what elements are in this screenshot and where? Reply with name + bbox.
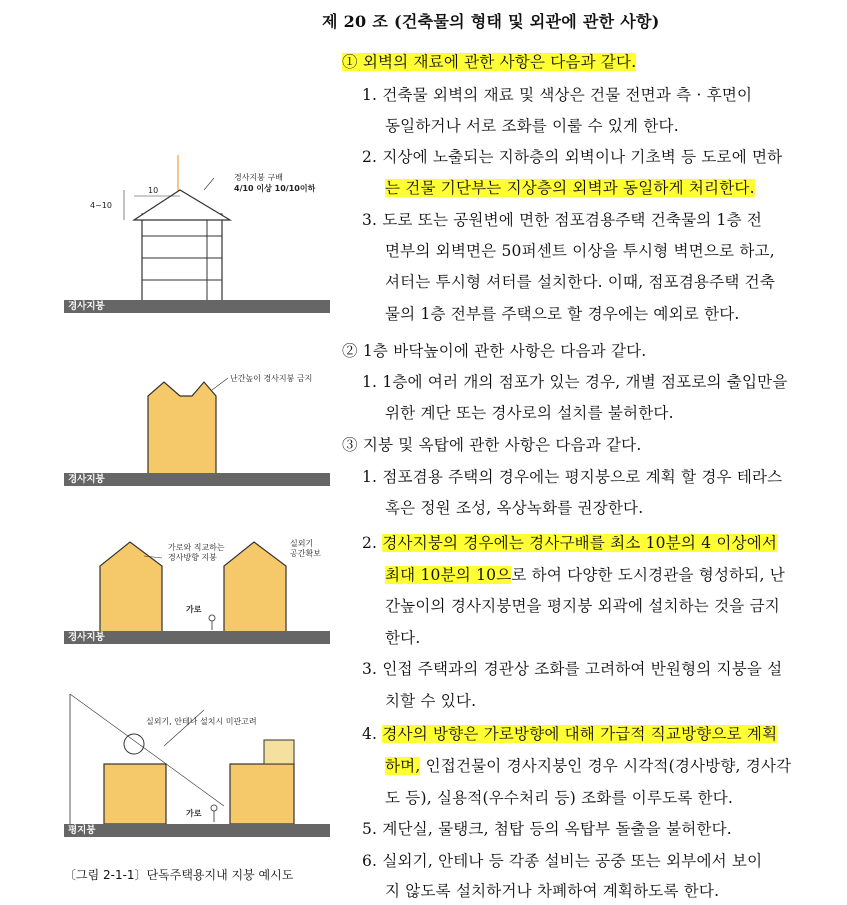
list-item: 셔터는 투시형 셔터를 설치한다. 이때, 점포겸용주택 건축 bbox=[385, 273, 775, 291]
list-item: 5. 계단실, 물탱크, 첨탑 등의 옥탑부 돌출을 불허한다. bbox=[362, 820, 732, 838]
figure-band-label: 평지붕 bbox=[64, 824, 330, 837]
text: 인접건물이 경사지붕인 경우 시각적(경사방향, 경사각 bbox=[420, 757, 792, 775]
street-note-line2: 경사방향 지붕 bbox=[168, 553, 217, 562]
highlight: 경사의 방향은 가로방향에 대해 가급적 직교방향으로 계획 bbox=[382, 725, 778, 743]
list-item: 치할 수 있다. bbox=[385, 692, 477, 710]
list-item bbox=[362, 722, 777, 746]
list-item: 지 않도록 설치하거나 차폐하여 계획하도록 한다. bbox=[385, 882, 720, 900]
list-item: 물의 1층 전부를 주택으로 할 경우에는 예외로 한다. bbox=[385, 305, 740, 323]
figure-band-label: 경사지붕 bbox=[64, 300, 330, 313]
list-item bbox=[385, 754, 791, 778]
figure-caption: 〔그림 2-1-1〕단독주택용지내 지붕 예시도 bbox=[64, 868, 294, 882]
list-item bbox=[385, 176, 755, 200]
street-roofs-drawing bbox=[64, 528, 330, 632]
list-item: 혹은 정원 조성, 옥상녹화를 권장한다. bbox=[385, 499, 644, 517]
street-note-line1: 가로와 직교하는 bbox=[168, 543, 225, 552]
article-title: 제 20 조 (건축물의 형태 및 외관에 관한 사항) bbox=[322, 12, 660, 31]
section-2-heading: ② 1층 바닥높이에 관한 사항은 다음과 같다. bbox=[342, 342, 647, 360]
slope-note-line1: 경사지붕 구배 bbox=[234, 173, 283, 182]
highlight: 최대 10분의 10으 bbox=[385, 566, 512, 584]
street-label: 가로 bbox=[186, 809, 202, 818]
list-item: 한다. bbox=[385, 629, 421, 647]
figure-sloped-roof-slope bbox=[64, 150, 330, 315]
list-item bbox=[362, 531, 777, 555]
figure-flat-roof bbox=[64, 686, 330, 836]
section-1-heading bbox=[342, 50, 636, 74]
list-item bbox=[385, 563, 785, 587]
list-item: 간높이의 경사지붕면을 평지붕 외곽에 설치하는 것을 금지 bbox=[385, 597, 780, 615]
slope-note-line2: 4/10 이상 10/10이하 bbox=[234, 184, 316, 193]
item-number: 2. bbox=[362, 534, 378, 552]
figure-band-label: 경사지붕 bbox=[64, 631, 330, 644]
equipment-note: 실외기, 안테나 설치시 미관고려 bbox=[146, 717, 257, 726]
flat-roof-drawing bbox=[64, 686, 330, 824]
highlight: ① 외벽의 재료에 관한 사항은 다음과 같다. bbox=[342, 53, 637, 71]
list-item: 3. 인접 주택과의 경관상 조화를 고려하여 반원형의 지붕을 설 bbox=[362, 660, 783, 678]
list-item: 1. 1층에 여러 개의 점포가 있는 경우, 개별 점포로의 출입만을 bbox=[362, 373, 788, 391]
item-number: 4. bbox=[362, 725, 378, 743]
list-item: 2. 지상에 노출되는 지하층의 외벽이나 기초벽 등 도로에 면하 bbox=[362, 148, 783, 166]
list-item: 1. 점포겸용 주택의 경우에는 평지붕으로 계획 할 경우 테라스 bbox=[362, 468, 783, 486]
list-item: 6. 실외기, 안테나 등 각종 설비는 공중 또는 외부에서 보이 bbox=[362, 852, 763, 870]
figure-band-label: 경사지붕 bbox=[64, 473, 330, 486]
highlight: 는 건물 기단부는 지상층의 외벽과 동일하게 처리한다. bbox=[385, 179, 755, 197]
highlight: 하며, bbox=[385, 757, 421, 775]
parapet-roof-drawing bbox=[64, 368, 330, 474]
list-item: 3. 도로 또는 공원변에 면한 점포겸용주택 건축물의 1층 전 bbox=[362, 211, 763, 229]
section-3-heading: ③ 지붕 및 옥탑에 관한 사항은 다음과 같다. bbox=[342, 436, 642, 454]
list-item: 면부의 외벽면은 50퍼센트 이상을 투시형 벽면으로 하고, bbox=[385, 242, 775, 260]
list-item: 위한 계단 또는 경사로의 설치를 불허한다. bbox=[385, 404, 674, 422]
figure-parapet-roof bbox=[64, 368, 330, 490]
list-item: 1. 건축물 외벽의 재료 및 색상은 건물 전면과 측 · 후면이 bbox=[362, 86, 753, 104]
sloped-roof-drawing bbox=[64, 150, 330, 302]
list-item: 동일하거나 서로 조화를 이룰 수 있게 한다. bbox=[385, 117, 679, 135]
figure-street-roofs bbox=[64, 528, 330, 644]
street-label: 가로 bbox=[186, 605, 202, 614]
list-item: 도 등), 실용적(우수처리 등) 조화를 이루도록 한다. bbox=[385, 789, 734, 807]
parapet-note: 난간높이 경사지붕 금지 bbox=[230, 374, 313, 383]
highlight: 경사지붕의 경우에는 경사구배를 최소 10분의 4 이상에서 bbox=[382, 534, 778, 552]
outdoor-unit-note-line2: 공간확보 bbox=[290, 549, 321, 558]
text: 로 하여 다양한 도시경관을 형성하되, 난 bbox=[511, 566, 785, 584]
dim-rise-label: 4~10 bbox=[90, 201, 112, 210]
dim-run-label: 10 bbox=[148, 186, 159, 195]
outdoor-unit-note-line1: 실외기 bbox=[290, 539, 314, 548]
